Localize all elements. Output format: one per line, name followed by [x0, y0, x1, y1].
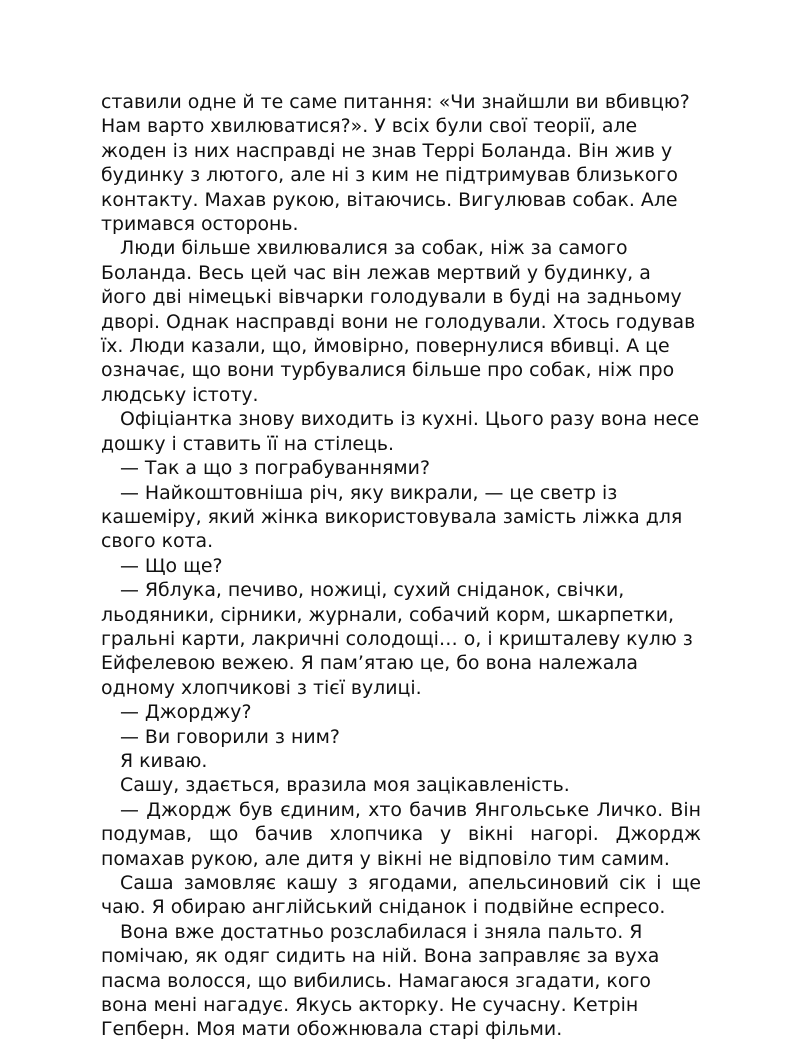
paragraph-10: Я киваю. [120, 749, 208, 772]
paragraph-13: Саша замовляє кашу з ягодами, апельсиновий сік і ще чаю. Я обираю англійський сніданок і подвійне еспресо. [101, 872, 701, 919]
book-page [101, 90, 701, 1042]
paragraph-14: Вона вже достатньо розслабилася і зняла пальто. Я помічаю, як одяг сидить на ній. Вона заправляє за вуха пасма волосся, що вибились. Намагаюся згадати, кого вона мені нагадує. Якусь акторку. Не сучасну. Кетрін Гепберн. Моя мати обожнювала старі фільми. [101, 920, 660, 1041]
paragraph-2: Люди більше хвилювалися за собак, ніж за самого Боланда. Весь цей час він лежав мертвий у будинку, а його дві німецькі вівчарки голодували в буді на задньому дворі. Однак насправді вони не голодували. Хтось годував їх. Люди казали, що, ймовірно, повернулися вбивці. А це означає, що вони турбувалися більше про собак, ніж про людську істоту. [101, 237, 696, 406]
paragraph-5: — Найкоштовніша річ, яку викрали, — це светр із кашеміру, який жінка використовувала замість ліжка для свого кота. [101, 481, 683, 553]
paragraph-11: Сашу, здається, вразила моя зацікавленість. [120, 774, 570, 797]
paragraph-4: — Так а що з пограбуваннями? [120, 457, 430, 480]
paragraph-6: — Що ще? [120, 554, 223, 577]
paragraph-3: Офіціантка знову виходить із кухні. Цього разу вона несе дошку і ставить її на стілець. [101, 408, 700, 455]
paragraph-8: — Джорджу? [120, 701, 252, 724]
paragraph-7: — Яблука, печиво, ножиці, сухий сніданок, свічки, льодяники, сірники, журнали, собачий корм, шкарпетки, гральні карти, лакричні солодощі… о, і кришталеву кулю з Ейфелевою вежею. Я пам’ятаю це, бо вона належала одному хлопчикові з тієї вулиці. [101, 579, 693, 699]
paragraph-9: — Ви говорили з ним? [120, 725, 340, 748]
paragraph-1: ставили одне й те саме питання: «Чи знайшли ви вбивцю? Нам варто хвилюватися?». У всіх були свої теорії, але жоден із них насправді не знав Террі Боланда. Він жив у будинку з лютого, але ні з ким не підтримував близького контакту. Махав рукою, вітаючись. Вигулював собак. Але тримався осторонь. [101, 91, 690, 236]
paragraph-12: — Джордж був єдиним, хто бачив Янгольське Личко. Він подумав, що бачив хлопчика у вікні нагорі. Джордж помахав рукою, але дитя у вікні не відповіло тим самим. [101, 798, 701, 870]
